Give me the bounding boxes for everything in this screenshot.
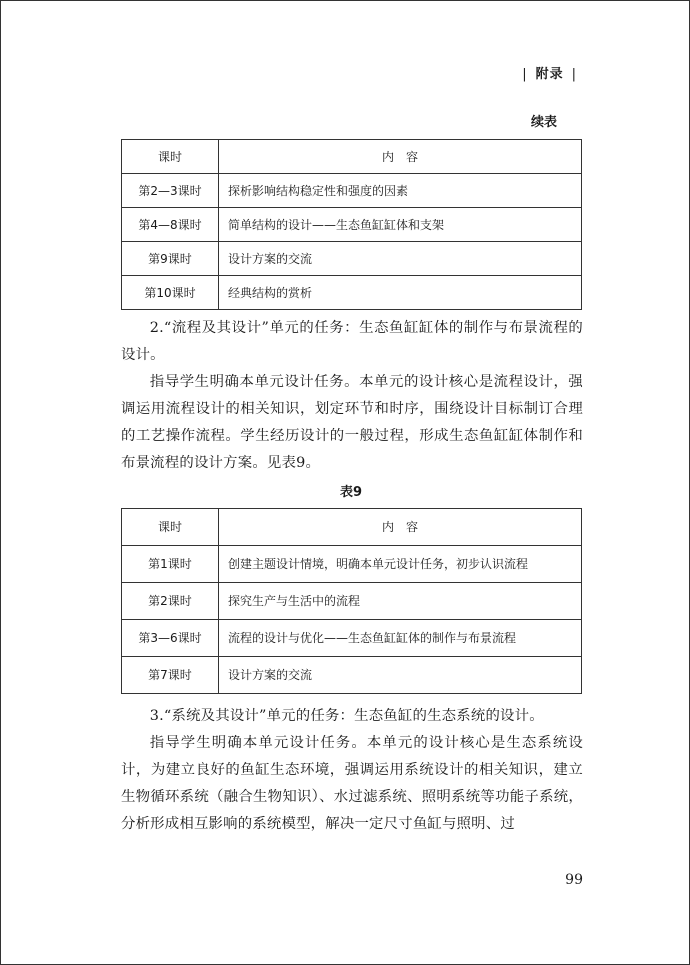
table-row	[122, 174, 582, 208]
period-cell: 第2—3课时	[122, 174, 219, 208]
paragraph-flow-unit-task: 2.“流程及其设计”单元的任务：生态鱼缸缸体的制作与布景流程的设计。	[121, 320, 583, 363]
table-row	[122, 583, 582, 620]
period-cell: 第7课时	[122, 657, 219, 694]
paragraph-system-unit-task: 3.“系统及其设计”单元的任务：生态鱼缸的生态系统的设计。	[149, 708, 544, 724]
table-row	[122, 208, 582, 242]
header-cell-content: 内 容	[219, 509, 582, 546]
content-cell: 创建主题设计情境，明确本单元设计任务，初步认识流程	[219, 546, 582, 583]
paragraph-flow-unit-guidance: 指导学生明确本单元设计任务。本单元的设计核心是流程设计，强调运用流程设计的相关知识，划定环节和时序，围绕设计目标制订合理的工艺操作流程。学生经历设计的一般过程，形成生态鱼缸缸体制作和布景流程的设计方案。见表9。	[121, 374, 583, 471]
header-section-title: 附录	[535, 67, 564, 82]
table-row	[122, 546, 582, 583]
lesson-table-continued	[121, 139, 582, 310]
page-number: 99	[565, 872, 583, 888]
lesson-table-9	[121, 508, 582, 694]
period-cell: 第2课时	[122, 583, 219, 620]
header-cell-period: 课时	[122, 140, 219, 174]
running-header	[514, 63, 585, 82]
table-row	[122, 657, 582, 694]
period-cell: 第4—8课时	[122, 208, 219, 242]
table-row	[122, 276, 582, 310]
table9-title: 表9	[339, 485, 363, 500]
period-cell: 第10课时	[122, 276, 219, 310]
header-left-bar: |	[522, 67, 528, 82]
period-cell: 第3—6课时	[122, 620, 219, 657]
table-row	[122, 242, 582, 276]
table-header-row	[122, 509, 582, 546]
table-header-row	[122, 140, 582, 174]
content-cell: 流程的设计与优化——生态鱼缸缸体的制作与布景流程	[219, 620, 582, 657]
table-row	[122, 620, 582, 657]
header-right-bar: |	[571, 67, 577, 82]
content-cell: 探究生产与生活中的流程	[219, 583, 582, 620]
content-cell: 探析影响结构稳定性和强度的因素	[219, 174, 582, 208]
content-cell: 简单结构的设计——生态鱼缸缸体和支架	[219, 208, 582, 242]
content-cell: 设计方案的交流	[219, 657, 582, 694]
period-cell: 第1课时	[122, 546, 219, 583]
content-cell: 设计方案的交流	[219, 242, 582, 276]
continued-table-label: 续表	[530, 115, 557, 130]
period-cell: 第9课时	[122, 242, 219, 276]
header-cell-period: 课时	[122, 509, 219, 546]
paragraph-system-unit-guidance: 指导学生明确本单元设计任务。本单元的设计核心是生态系统设计，为建立良好的鱼缸生态环境，强调运用系统设计的相关知识，建立生物循环系统（融合生物知识）、水过滤系统、照明系统等功能子系统，分析形成相互影响的系统模型，解决一定尺寸鱼缸与照明、过	[121, 735, 583, 832]
header-cell-content: 内 容	[219, 140, 582, 174]
content-cell: 经典结构的赏析	[219, 276, 582, 310]
